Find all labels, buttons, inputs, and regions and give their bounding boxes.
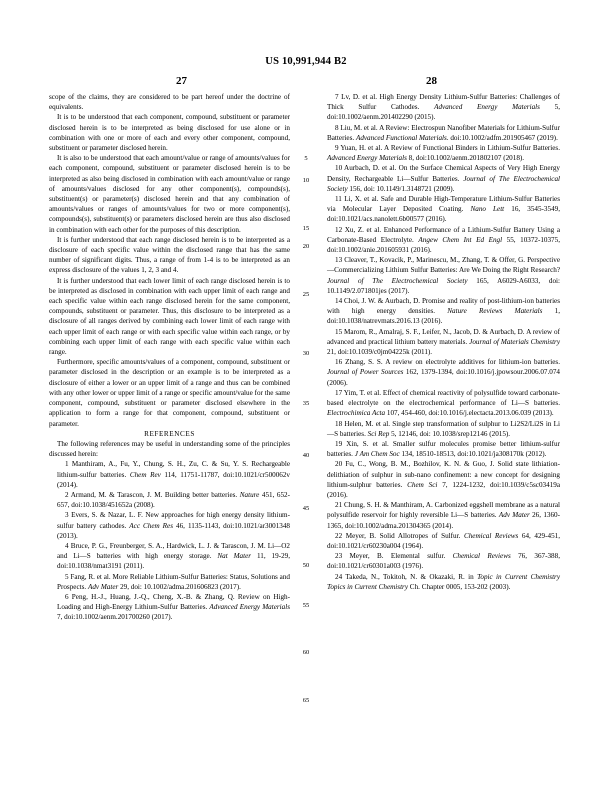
reference-journal: Chemical Reviews	[452, 552, 511, 561]
reference-item	[319, 163, 560, 194]
reference-journal: Journal of Materials Chemistry	[469, 337, 560, 346]
reference-text: 10 Aurbach, D. et al. On the Surface Chemical Aspects of Very High Energy Density, Rechargeable Li—Sulfur Batteries.	[327, 164, 560, 183]
reference-item	[319, 194, 560, 225]
line-number: 30	[302, 350, 310, 357]
line-number: 45	[302, 505, 310, 512]
reference-item	[319, 459, 560, 500]
reference-text: 1 Manthiram, A., Fu, Y., Chung, S. H., Zu, C. & Su, Y. S. Rechargeable lithium-sulfur batteries.	[57, 460, 290, 479]
reference-citation: 46, 1135-1143, doi:10.1021/ar3001348 (2013).	[57, 521, 290, 540]
line-number: 20	[302, 243, 310, 250]
reference-journal: Nature	[239, 490, 260, 499]
reference-journal: Acc Chem Res	[129, 521, 173, 530]
reference-item	[319, 296, 560, 327]
reference-journal: Topic in Current Chemistry Topics in Current Chemistry	[327, 572, 560, 591]
paragraph: Furthermore, specific amounts/values of a component, compound, substituent or parameter disclosed in the description or an example is to be interpreted as a disclosure of either a lower or an upper limit of a range and thus can be combined with any other lower or upper limit of a range or specific amount/value for the same component, compound, substituent or parameter disclosed elsewhere in the application to form a range for that component, compound, substituent or parameter.	[49, 358, 290, 428]
reference-citation: 8, doi:10.1002/aenm.201802107 (2018).	[406, 154, 525, 163]
line-number: 40	[302, 452, 310, 459]
reference-citation: 1, doi:10.1038/natrevmats.2016.13 (2016).	[327, 307, 560, 326]
line-number: 55	[302, 602, 310, 609]
reference-text: 20 Fu, C., Wong, B. M., Bozhilov, K. N. & Guo, J. Solid state lithiation-delithiation of sulphur in sub-nano confinement: a new concept for designing lithium-sulphur batteries.	[327, 460, 560, 489]
reference-text: 23 Meyer, B. Elemental sulfur.	[335, 552, 453, 561]
reference-citation: 451, 652-657, doi:10.1038/451652a (2008).	[57, 490, 291, 510]
reference-citation: 21, doi:10.1039/c0jm04225k (2011).	[327, 348, 433, 357]
reference-text: 12 Xu, Z. et al. Enhanced Performance of a Lithium-Sulfur Battery Using a Carbonate-Based Electrolyte.	[327, 225, 560, 244]
reference-text: 5 Fang, R. et al. More Reliable Lithium-Sulfur Batteries: Status, Solutions and Prospects.	[57, 572, 290, 591]
reference-item	[49, 510, 290, 541]
references-heading: REFERENCES	[144, 429, 195, 438]
paragraph: It is further understood that each lower limit of each range disclosed herein is to be interpreted as disclosed in combination with each upper limit of each range and each specific value within each range disclosed herein for the same component, compounds, substituent or parameter. Thus, this disclosure to be interpreted as a disclosure of all ranges derived by combining each lower limit of each range with each upper limit of each range or with each specific value within each range, or by combining each upper limit of each range with each specific value within each range.	[49, 276, 290, 357]
reference-text: 16 Zhang, S. S. A review on electrolyte additives for lithium-ion batteries.	[335, 358, 560, 367]
line-number: 65	[302, 697, 310, 704]
reference-item	[319, 255, 560, 296]
reference-text: 14 Choi, J. W. & Aurbach, D. Promise and reality of post-lithium-ion batteries with high energy densities.	[327, 297, 560, 316]
reference-item	[319, 388, 560, 419]
reference-text: 17 Yim, T. et al. Effect of chemical reactivity of polysulfide toward carbonate-based electrolyte on the electrochemical performance of Li—S batteries.	[327, 388, 560, 408]
reference-citation: . doi:10.1002/adfm.201905467 (2019).	[446, 133, 558, 142]
reference-item	[319, 551, 560, 571]
reference-citation: 134, 18510-18513, doi:10.1021/ja308170k (2012).	[399, 450, 547, 459]
reference-journal: Nature Reviews Materials	[447, 307, 543, 316]
reference-text: 4 Bruce, P. G., Freunberger, S. A., Hardwick, L. J. & Tarascon, J. M. Li—O2 and Li—S batteries with high energy storage.	[57, 541, 290, 561]
reference-citation: 162, 1379-1394, doi:10.1016/j.jpowsour.2006.07.074 (2006).	[327, 368, 560, 387]
reference-text: 6 Peng, H.-J., Huang, J.-Q., Cheng, X.-B. & Zhang, Q. Review on High-Loading and High-Energy Lithium-Sulfur Batteries.	[57, 592, 290, 612]
reference-citation: 64, 429-451, doi:10.1021/cr60230a004 (1964).	[327, 531, 560, 550]
reference-journal: Journal of The Electrochemical Society	[327, 174, 561, 193]
reference-item	[319, 327, 560, 358]
reference-journal: Electrochimica Acta	[327, 409, 386, 418]
paragraph: It is also to be understood that each amount/value or range of amounts/values for each component, compound, substituent or parameter disclosed herein is to be interpreted as also being disclosed in combination with each amount/value or range of amounts/values disclosed for any other component(s), compounds(s), substituent(s) or parameter(s) disclosed herein and that any combination of amounts/values or ranges of amounts/values for two or more component(s), compounds(s), substituent(s) or parameters disclosed herein are thus also disclosed in combination with each other for the purposes of this description.	[49, 154, 290, 234]
line-number: 15	[302, 225, 310, 232]
patent-number: US 10,991,944 B2	[265, 56, 347, 67]
reference-item	[319, 439, 560, 459]
reference-text: 15 Marom, R., Amalraj, S. F., Leifer, N., Jacob, D. & Aurbach, D. A review of advanced and practical lithium battery materials.	[327, 327, 560, 346]
reference-citation: 11, 19-29, doi:10.1038/nmat3191 (2011).	[57, 552, 290, 571]
reference-citation: Ch. Chapter 0005, 153-202 (2003).	[408, 582, 511, 591]
reference-text: 19 Xin, S. et al. Smaller sulfur molecules promise better lithium-sulfur batteries.	[327, 439, 560, 459]
line-number: 50	[302, 562, 310, 569]
reference-journal: Angew Chem Int Ed Engl	[418, 235, 503, 244]
reference-journal: Advanced Energy Materials	[209, 603, 290, 612]
reference-citation: 165, A6029-A6033, doi: 10.1149/2.071801jes (2017).	[327, 276, 560, 295]
reference-text: 13 Cleaver, T., Kovacik, P., Marinescu, M., Zhang, T. & Offer, G. Perspective—Commercializing Lithium Sulfur Batteries: Are We Doing the Right Research?	[327, 256, 560, 275]
page-number-right: 28	[426, 75, 437, 87]
reference-citation: 5, doi:10.1002/aenm.201402290 (2015).	[327, 103, 561, 122]
reference-citation: 114, 11751-11787, doi:10.1021/cr500062v (2014).	[57, 470, 291, 489]
reference-citation: 29, doi: 10.1002/adma.201606823 (2017).	[118, 582, 241, 591]
line-number: 25	[302, 291, 310, 298]
reference-citation: 7, 1224-1232, doi:10.1039/c5sc03419a (2016).	[327, 480, 560, 499]
reference-journal: Journal of The Electrochemical Society	[327, 276, 468, 285]
reference-journal: Advanced Energy Materials	[434, 103, 540, 112]
reference-citation: 76, 367-388, doi:10.1021/cr60301a003 (1976).	[327, 552, 560, 571]
reference-citation: 26, 1360-1365, doi:10.1002/adma.201304365 (2014).	[327, 511, 560, 530]
reference-text: 8 Liu, M. et al. A Review: Electrospun Nanofiber Materials for Lithium-Sulfur Batteries.	[327, 123, 560, 142]
reference-item	[49, 572, 290, 592]
reference-journal: Nano Lett	[470, 205, 505, 214]
reference-citation: 7, doi:10.1002/aenm.201700260 (2017).	[57, 613, 173, 622]
line-number: 35	[302, 400, 310, 407]
reference-text: 22 Meyer, B. Solid Allotropes of Sulfur.	[335, 531, 464, 540]
reference-journal: Chem Sci	[407, 480, 438, 489]
reference-text: 18 Helen, M. et al. Single step transformation of sulphur to Li2S2/Li2S in Li—S batteries.	[327, 419, 560, 438]
reference-citation: 55, 10372-10375, doi:10.1002/anie.201605931 (2016).	[327, 235, 560, 255]
reference-item	[319, 92, 560, 123]
reference-item	[319, 531, 560, 551]
page-number-left: 27	[176, 75, 187, 87]
reference-list	[319, 92, 560, 592]
reference-item	[319, 357, 560, 388]
reference-citation: 107, 454-460, doi:10.1016/j.electacta.2013.06.039 (2013).	[385, 409, 554, 418]
reference-text: 7 Lv, D. et al. High Energy Density Lithium-Sulfur Batteries: Challenges of Thick Sulfur Cathodes.	[327, 93, 560, 112]
reference-citation: 16, 3545-3549, doi:10.1021/acs.nanolett.6b00577 (2016).	[327, 205, 560, 224]
reference-journal: Chemical Reviews	[463, 531, 519, 540]
paragraph: It is to be understood that each component, compound, substituent or parameter disclosed herein is to be interpreted as being disclosed for use alone or in combination with one or more of each and every other component, compound, substituent or parameter disclosed herein.	[49, 113, 290, 153]
reference-text: 2 Armand, M. & Tarascon, J. M. Building better batteries.	[65, 490, 240, 499]
reference-text: 24 Takeda, N., Tokitoh, N. & Okazaki, R. in	[335, 572, 478, 581]
reference-text: 3 Evers, S. & Nazar, L. F. New approaches for high energy density lithium-sulfur battery cathodes.	[57, 511, 290, 530]
reference-item	[49, 490, 290, 510]
reference-item	[319, 123, 560, 143]
reference-item	[319, 225, 560, 256]
reference-journal: J Am Chem Soc	[354, 450, 400, 459]
reference-journal: Advanced Functional Materials	[355, 133, 447, 142]
reference-item	[319, 143, 560, 163]
left-column	[49, 92, 290, 623]
reference-text: 11 Li, X. et al. Safe and Durable High-Temperature Lithium-Sulfur Batteries via Molecular Layer Deposited Coating.	[327, 195, 560, 214]
reference-text: 21 Chung, S. H. & Manthiram, A. Carbonized eggshell membrane as a natural polysulfide reservoir for highly reversible Li—S batteries.	[327, 501, 560, 520]
reference-journal: Chem Rev	[129, 470, 161, 479]
reference-list	[49, 459, 290, 622]
reference-item	[319, 500, 560, 531]
references-intro: The following references may be useful in understanding some of the principles discussed herein:	[49, 439, 290, 459]
reference-journal: Adv Mater	[87, 582, 119, 591]
paragraph: scope of the claims, they are considered to be part hereof under the doctrine of equivalents.	[49, 93, 290, 112]
reference-text: 9 Yuan, H. et al. A Review of Functional Binders in Lithium-Sulfur Batteries.	[335, 144, 560, 153]
reference-journal: Adv Mater	[498, 511, 530, 520]
reference-item	[319, 572, 560, 592]
reference-item	[49, 541, 290, 572]
reference-journal: Advanced Energy Materials	[327, 154, 407, 163]
reference-citation: 156, doi: 10.1149/1.3148721 (2009).	[347, 184, 455, 193]
line-number: 5	[304, 155, 308, 162]
line-number: 10	[302, 177, 310, 184]
line-number: 60	[302, 649, 310, 656]
reference-item	[49, 459, 290, 490]
reference-item	[319, 419, 560, 439]
reference-journal: Sci Rep	[367, 429, 390, 438]
reference-journal: Nat Mater	[217, 552, 252, 561]
reference-item	[49, 592, 290, 623]
reference-citation: 5, 12146, doi: 10.1038/srep12146 (2015).	[389, 429, 511, 438]
reference-journal: Journal of Power Sources	[327, 368, 404, 377]
right-column	[319, 92, 560, 592]
paragraph: It is further understood that each range disclosed herein is to be interpreted as a disclosure of each specific value within the disclosed range that has the same number of significant digits. Thus, a range of from 1-4 is to be interpreted as an express disclosure of the values 1, 2, 3 and 4.	[49, 235, 290, 275]
